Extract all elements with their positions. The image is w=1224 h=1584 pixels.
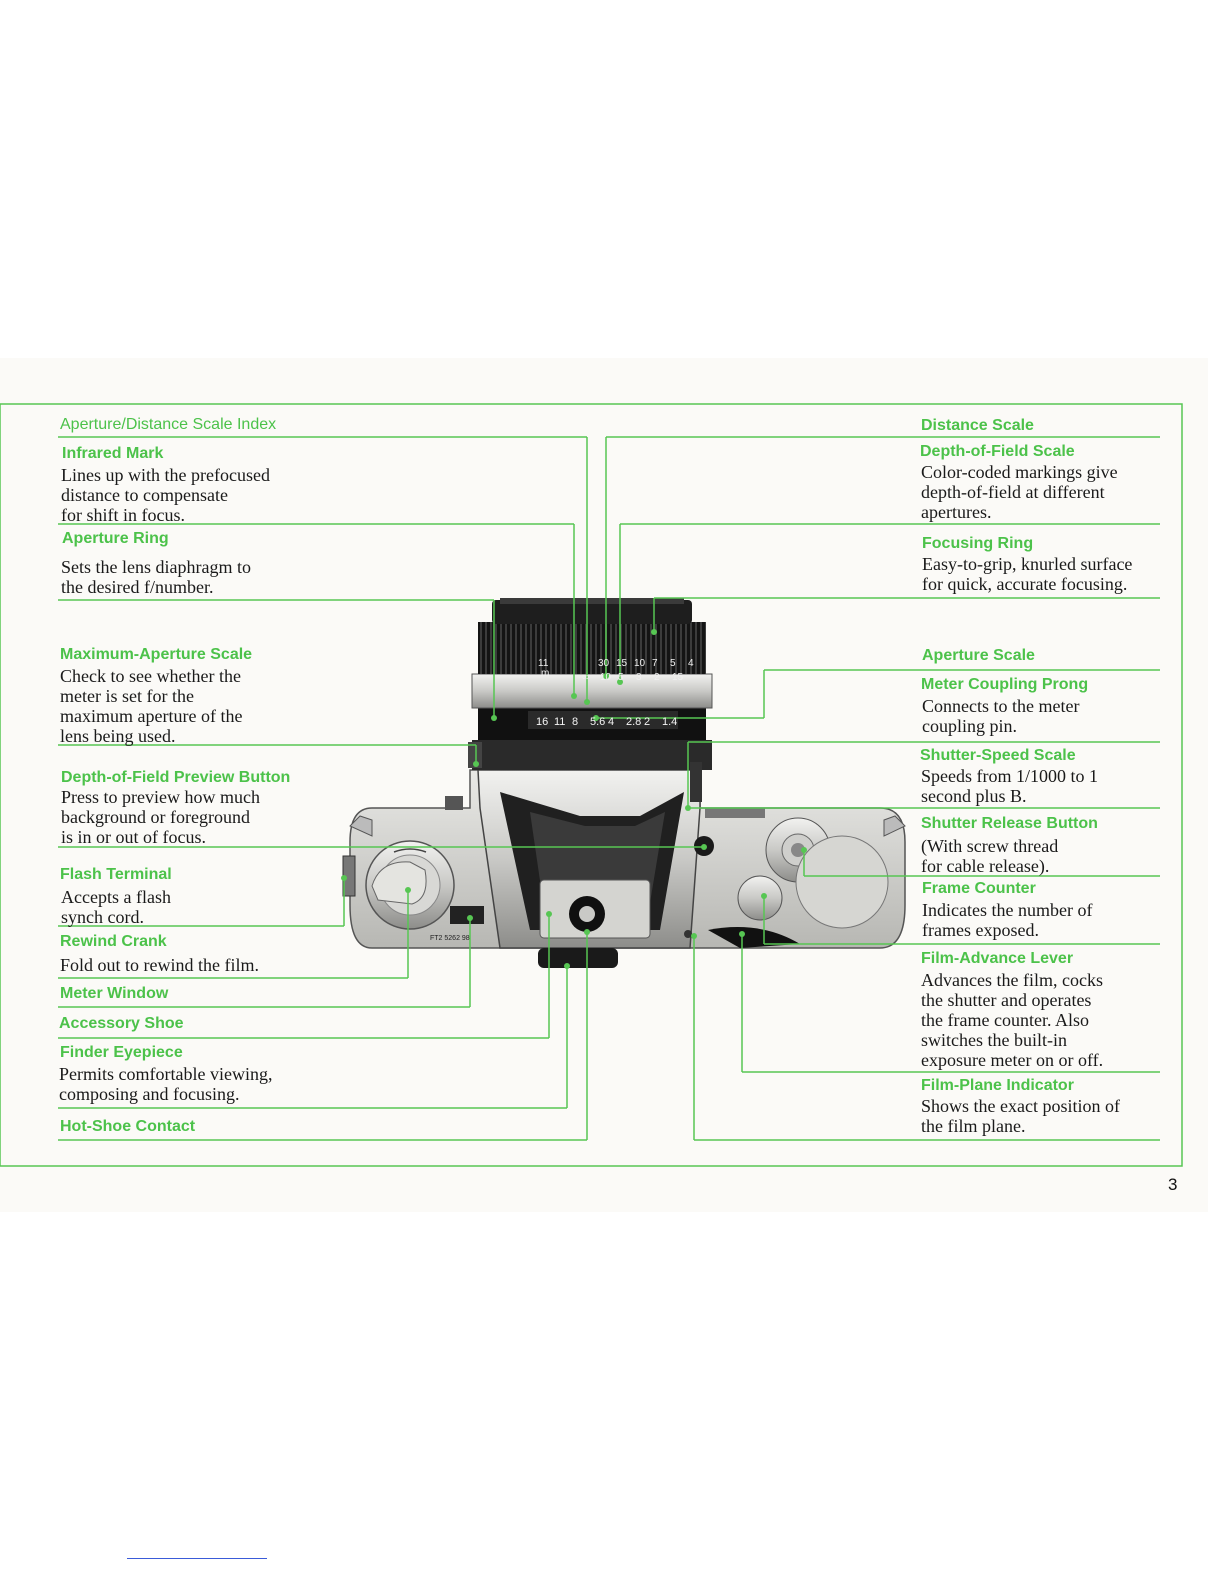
label-finder-eyepiece: Finder Eyepiece	[60, 1044, 183, 1061]
label-hot-shoe-contact: Hot-Shoe Contact	[60, 1118, 196, 1135]
distance-m-mark-3: 3	[636, 672, 642, 683]
label-depth-of-field-preview: Depth-of-Field Preview Button	[61, 769, 291, 786]
distance-ft-mark-5: 4	[688, 658, 694, 669]
footer-rule	[127, 1558, 267, 1559]
distance-ft-mark-0: 30	[598, 658, 610, 669]
desc-meter-coupling-prong: Connects to the meter coupling pin.	[922, 696, 1080, 736]
label-film-advance-lever: Film-Advance Lever	[921, 950, 1074, 967]
distance-m-mark-0: ∞	[582, 672, 590, 683]
aperture-mark-0: 16	[536, 716, 549, 728]
serial-number: FT2 5262 98	[430, 935, 470, 942]
label-aperture-scale: Aperture Scale	[922, 647, 1035, 664]
dof-marks-text: 11	[538, 658, 549, 669]
label-aperture-distance-index: Aperture/Distance Scale Index	[60, 416, 277, 433]
label-rewind-crank: Rewind Crank	[60, 933, 167, 950]
aperture-mark-6: 2	[644, 716, 651, 728]
distance-ft-mark-2: 10	[634, 658, 646, 669]
distance-m-mark-1: 10	[600, 672, 612, 683]
aperture-mark-1: 11	[554, 716, 566, 728]
aperture-mark-7: 1.4	[662, 716, 678, 728]
label-shutter-speed-scale: Shutter-Speed Scale	[920, 747, 1076, 764]
label-aperture-ring: Aperture Ring	[62, 530, 169, 547]
aperture-mark-5: 2.8	[626, 716, 642, 728]
desc-focusing-ring: Easy-to-grip, knurled surface for quick, accurate focusing.	[922, 554, 1133, 594]
distance-m-mark-4: 2	[654, 672, 660, 683]
aperture-mark-4: 4	[608, 716, 615, 728]
label-distance-scale: Distance Scale	[921, 417, 1034, 434]
desc-shutter-release-button: (With screw thread for cable release).	[921, 836, 1059, 876]
desc-infrared-mark: Lines up with the prefocused distance to compensate for shift in focus.	[61, 465, 270, 525]
flash-terminal-post	[445, 796, 463, 810]
label-meter-window: Meter Window	[60, 985, 169, 1002]
label-maximum-aperture-scale: Maximum-Aperture Scale	[60, 646, 253, 663]
aperture-mark-3: 5.6	[590, 716, 606, 728]
rewind-crank	[366, 841, 454, 929]
desc-maximum-aperture-scale: Check to see whether the meter is set for the maximum aperture of the lens being used.	[60, 666, 243, 746]
label-depth-of-field-scale: Depth-of-Field Scale	[920, 443, 1075, 460]
label-frame-counter: Frame Counter	[922, 880, 1036, 897]
page-number: 3	[1168, 1175, 1178, 1194]
distance-m-mark-2: 5	[618, 672, 624, 683]
desc-film-plane-indicator: Shows the exact position of the film plane.	[921, 1096, 1120, 1136]
aperture-mark-2: 8	[572, 716, 579, 728]
desc-rewind-crank: Fold out to rewind the film.	[60, 955, 259, 975]
distance-ft-mark-3: 7	[652, 658, 658, 669]
desc-aperture-ring: Sets the lens diaphragm to the desired f/number.	[61, 557, 251, 597]
distance-ft-mark-1: 15	[616, 658, 628, 669]
distance-ft-mark-4: 5	[670, 658, 676, 669]
label-shutter-release-button: Shutter Release Button	[921, 815, 1098, 832]
label-film-plane-indicator: Film-Plane Indicator	[921, 1077, 1074, 1094]
meter-prong	[690, 762, 702, 802]
desc-frame-counter: Indicates the number of frames exposed.	[922, 900, 1093, 940]
label-flash-terminal: Flash Terminal	[60, 866, 172, 883]
desc-depth-of-field-scale: Color-coded markings give depth-of-field at different apertures.	[921, 462, 1118, 522]
infrared-mark-text: m	[541, 668, 550, 679]
label-infrared-mark: Infrared Mark	[62, 445, 164, 462]
shutter-speed-edge	[705, 808, 765, 818]
distance-m-mark-5: 15	[672, 672, 684, 683]
lens	[472, 598, 712, 770]
film-plane-mark	[684, 930, 692, 938]
label-accessory-shoe: Accessory Shoe	[59, 1015, 184, 1032]
meter-window-mark	[450, 906, 484, 924]
label-meter-coupling-prong: Meter Coupling Prong	[921, 676, 1089, 693]
desc-flash-terminal: Accepts a flash synch cord.	[61, 887, 171, 927]
label-focusing-ring: Focusing Ring	[922, 535, 1034, 552]
desc-film-advance-lever: Advances the film, cocks the shutter and operates the frame counter. Also switches the built-in exposure meter on or off.	[921, 970, 1104, 1070]
prism-housing	[478, 770, 700, 968]
desc-finder-eyepiece: Permits comfortable viewing, composing and focusing.	[59, 1064, 273, 1104]
desc-depth-of-field-preview: Press to preview how much background or foreground is in or out of focus.	[61, 787, 260, 847]
desc-shutter-speed-scale: Speeds from 1/1000 to 1 second plus B.	[921, 766, 1098, 806]
